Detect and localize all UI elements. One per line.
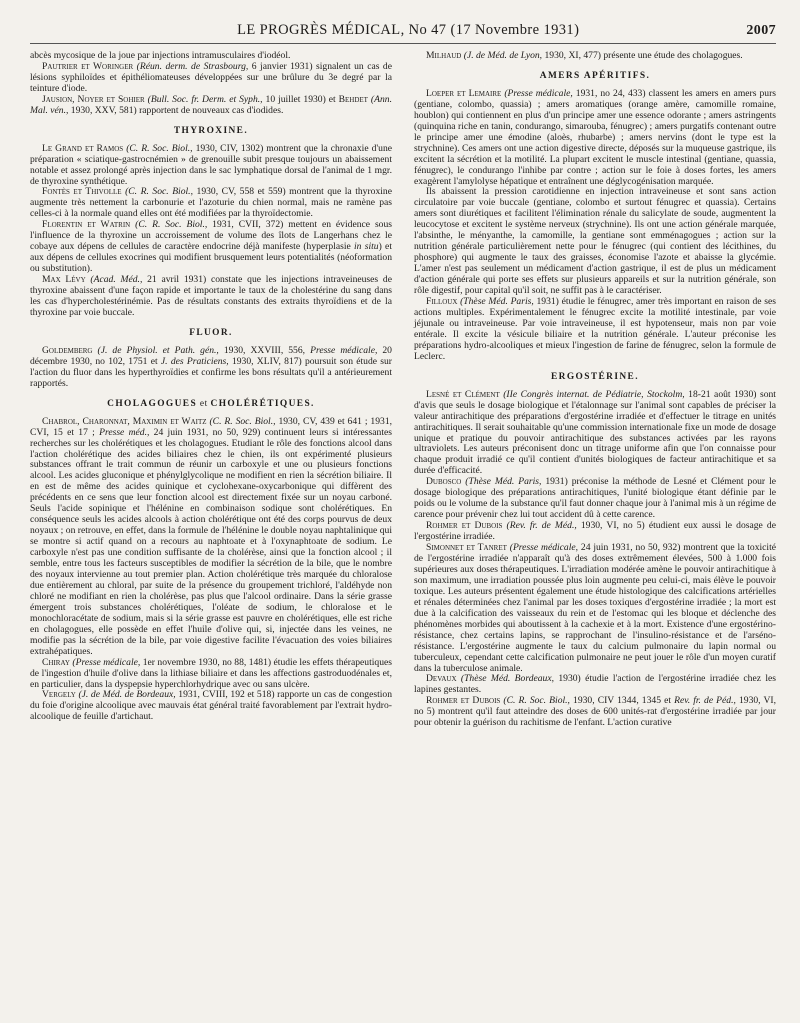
author: Max Lévy [42,274,86,286]
source: (Thèse Méd. Paris, [460,296,534,308]
paragraph [414,477,776,521]
author: Lesné et Clément [426,388,500,400]
paragraph-text: 1930, VI, no 5) étudient eux aussi le dosage de l'ergostérine irradiée. [414,520,776,543]
source: (Thèse Méd. Paris, [465,476,542,488]
author: Pautrier et Woringer [42,60,134,72]
paragraph [30,95,392,117]
paragraph [414,543,776,674]
right-column [414,51,776,729]
source: (Ann. Mal. vén., [30,93,392,116]
source: (Presse médicale, [509,542,579,554]
author: Rohmer et Dubois [426,520,503,532]
paragraph [30,187,392,220]
paragraph-text: 1930, CIV, 1302) montrent que la chronaxie d'une préparation « sciatique-gastrocnémien » de grenouille subit presque toujours un abaissement notable et assez prolongé après injection dans le sac lymphatique dorsal de l'animal de 1 mgr. de thyroxine synthétique. [30,142,392,187]
paragraph-text: 1930, VI, no 5) montrent qu'il faut atteindre des doses de 600 unités-rat d'ergostérine irradiée par jour pour obtenir la guérison du rachitisme de l'enfant. L'action curative [414,695,776,729]
paragraph [30,62,392,95]
paragraph: Ils abaissent la pression carotidienne en injection intraveineuse et sont sans action circulatoire par voie buccale (gentiane, colombo et surtout fénugrec et quassia). Certains amers sont diurétiques et facilitent l'élimination rénale du salicylate de soude, augmentent la leucocytose et excitent le système nerveux (strychnine). Ils ont une action générale marquée, l'absinthe, le ményanthe, la camomille, la gentiane sont emménagogues ; action sur la nutrition générale particulièrement nette pour le fénugrec (qui contient des lécithines, du phosphore) qui augmente le taux des graisses, économise l'azote et abaisse la glycémie. L'amer n'est pas seulement un médicament d'action gastrique, il est de plus un médicament d'action générale qui porte ses effets sur plusieurs appareils et sur la nutrition générale, son rôle digestif, pour capital qu'il soit, ne suffit pas à le caractériser. [414,186,776,297]
source: (J. de Méd. de Bordeaux, [78,689,176,701]
source: (Réun. derm. de Strasbourg, [136,60,249,72]
source: (C. R. Soc. Biol., [209,415,276,427]
emphasis: in situ [354,241,379,253]
paragraph [30,346,392,390]
author: Chabrol, Charonnat, Maximin et Waitz [42,415,207,427]
source: (C. R. Soc. Biol., [135,219,208,231]
source: (C. R. Soc. Biol., [126,142,193,154]
paragraph: abcès mycosique de la joue par injections intramusculaires d'iodéol. [30,50,291,61]
author: Florentin et Watrin [42,219,131,231]
author: Devaux [426,673,457,685]
author: Rohmer et Dubois [426,695,501,707]
paragraph-text: 6 janvier 1931) signalent un cas de lésions syphiloïdes et épithéliomateuses développées sur une brûlure du 3e degré par la teinture d'iode. [30,60,392,94]
heading-conjunction: et [197,398,211,409]
paragraph-text: 1931, no 24, 433) classent les amers en amers purs (gentiane, colombo, quassia) ; amers aromatiques (orange amère, camomille romaine, houblon) qui contiennent en plus d'un principe amer une essence odorante ; amers astringents (quinquina riche en tanin, condurango, simarouba, fénugrec) ; amers purgatifs contenant outre le principe amer une émodine (aloès, rhubarbe) ; amers nervins (dont le type est la strychnine). Ces amers ont une action digestive directe, déposés sur la muqueuse gastrique, ils excitent la sécrétion et la motilité. La plupart excitent le muscle intestinal (gentiane, quassia, fénugrec), le condurango l'inhibe par contre ; action sur le foie à doses fortes, les amers exagèrent l'amylolyse hépatique et entraînent une déglycogénisation marquée. [414,87,776,187]
paragraph-text: 24 juin 1931, no 50, 932) montrent que la toxicité de l'ergostérine irradiée n'apparaît qu'à des doses extrêmement élevées, 500 à 1.000 fois supérieures aux doses thérapeutiques. L'irradiation modérée amène le pouvoir antirachitique à son maximum, une irradiation poussée plus loin augmente peu celui-ci, mais élève le pouvoir toxique. Les auteurs présentent également une étude histologique des calcifications artérielles et rénales déterminées chez l'animal par les doses toxiques d'ergostérine irradiée ; la mort est due à la calcification des vaisseaux du rein et de l'estomac qui les bloque et déclenche des phénomènes morbides qui aboutissent à la cachexie et à la mort. Existence d'une ergostérino-résistance, chez certains lapins, se rapprochant de l'insulino-résistance et de l'arséno-résistance. L'ergostérine augmente le taux du calcium pulmonaire du lapin normal ou tuberculeux, cependant cette calcification pulmonaire ne peut jouer le rôle d'un moyen curatif dans la tuberculose animale. [414,542,777,674]
source: (Presse médicale, [72,656,141,668]
source: J. des Praticiens, [160,355,229,367]
paragraph-text: 1930) étudie l'action de l'ergostérine irradiée chez les lapines gestantes. [414,673,776,696]
paragraph-text: 18-21 août 1930) sont d'avis que seuls le dosage biologique et l'étalonnage sur l'animal sont capables de préciser la valeur antirachitique des préparations d'ergostérine irradiée et d'effectuer le titrage en unités antirachitiques. Il serait souhaitable qu'une commission internationale fixe un mode de dosage unique et pratique du pouvoir antirachitique des substances activées par les rayons ultraviolets. Les auteurs préconisent donc un titrage uniforme afin que l'on connaisse pour chaque produit irradié ce qu'il contient d'unités biologiques de facteur antirachitique et sa durée d'efficacité. [414,388,776,477]
article-columns [30,51,776,729]
source: (J. de Méd. de Lyon, [463,50,543,61]
author: Goldemberg [42,344,93,356]
heading-part: CHOLAGOGUES [107,398,198,409]
source: (Bull. Soc. fr. Derm. et Syph., [147,93,263,105]
left-column [30,51,392,729]
paragraph [30,275,392,319]
paragraph-text: 1931, CVII, 372) mettent en évidence sous l'influence de la thyroxine un accroissement de volume des îlots de Langerhans chez le cobaye aux dépens de cellules de caractère endocrine déjà manifeste (hyperplasie [30,219,393,253]
paragraph-text: 1930, XI, 477) présente une étude des cholagogues. [542,50,743,61]
author: Loeper et Lemaire [426,87,502,99]
paragraph [414,390,776,478]
paragraph [30,220,392,275]
journal-title: LE PROGRÈS MÉDICAL, No 47 (17 Novembre 1931) [237,22,580,38]
source: Presse médicale, [310,344,378,356]
source: (Thèse Méd. Bordeaux, [460,673,554,685]
paragraph-text: 10 juillet 1930) et [262,93,339,105]
source: (Acad. Méd., [90,274,143,286]
source: (Presse médicale, [504,87,573,99]
paragraph-text: 1930, CV, 558 et 559) montrent que la thyroxine augmente très nettement la carbonurie et l'azoturie du chien normal, mais ne ramène pas celles-ci à la normale quand elles ont été modifiées par la thyroïdectomie. [30,186,392,220]
source: (Rev. fr. de Méd., [506,520,577,532]
source: Rev. fr. de Péd., [674,695,736,707]
source: (C. R. Soc. Biol., [125,186,193,198]
source: (C. R. Soc. Biol., [503,695,570,707]
paragraph-text: 24 juin 1931, no 50, 929) continuent leurs si intéressantes recherches sur les cholérétiques et les cholagogues. Etudiant le rôle des fonctions alcool dans l'action cholérétique des acides biliaires chez le chien, ils ont expérimenté plusieurs substances offrant le trait commun de réunir un carboxyle et une ou plusieurs fonctions alcool. Les acides gluconique et phénylglycolique ne modifient en rien la sécrétion biliaire. Il en est de même des acides quinique et cyclohexane-oxycarbonique qui diffèrent des précédents en ce sens que leur fonction alcool est directement fixée sur un noyau carboné. Seuls l'acide sopinique et l'hélénine en combinaison sodique sont cholérétiques. En conséquence seuls les acides alcools à action cholérétique ont été des corps pourvus de deux noyaux ; on retrouve, en effet, dans la formule de l'hélénine le double noyau naphtalinique qui se montre si actif quand on a recours au naphtoate et à l'oxynaphtoate de sodium. Le carboxyle n'est pas une condition suffisante de la cholérèse, ainsi que la fonction alcool ; il semble, entre tous les facteurs susceptibles de modifier la sécrétion de la bile, que le nombre des noyaux intervienne au tout premier plan. Action cholérétique très marquée du chloralose due entièrement au chloral, par suite de la présence du groupement trichloré, l'aldéhyde non chloré ne modifiant en rien la cholérèse, pas plus que l'alcool ordinaire. Dans la série grasse émergent trois substances cholérétiques, l'oléate de sodium, le chloralose et le monochloracétate de sodium, mais si la série grasse est pauvre en cholérétiques, elle est riche en cholagogues, elle possède en effet l'huile d'olive qui, si, injectée dans les veines, ne modifie pas la sécrétion de la bile, par voie digestive facilite l'évacuation des voies biliaires extrahépatiques. [30,426,392,657]
paragraph-text: ) et aux dépens de cellules exocrines qui modifient brusquement leurs potentialités (néoformation ou substitution). [30,241,392,275]
paragraph [414,521,776,543]
paragraph-text: 1931) préconise la méthode de Lesné et Clément pour le dosage biologique des préparations antirachitiques, l'unité biologique étant définie par le poids ou le volume de la substance qu'il faut donner chaque jour à l'animal mis à un régime de carence pour prévenir chez lui tout accident dû à cette carence. [414,476,776,521]
paragraph [414,89,776,188]
author: Simonnet et Tanret [426,542,507,554]
paragraph [414,297,776,363]
page-number: 2007 [746,23,776,38]
author: Fontès et Thivolle [42,186,122,198]
source: (IIe Congrès internat. de Pédiatrie, Stockolm, [503,388,685,400]
paragraph-text: 21 avril 1931) constate que les injections intraveineuses de thyroxine abaissent d'une façon rapide et importante le taux de la cholestérine du sang dans les cas d'hypercholestérinémie. Pas de résultats constants des extraits thyroïdiens et de la thyroxine par voie buccale. [30,274,392,318]
section-heading-cholagogues [30,399,392,410]
paragraph [414,674,776,696]
paragraph [30,658,392,691]
source: Presse méd., [99,426,150,438]
paragraph-text: 1930, XXV, 581) rapportent de nouveaux cas d'iodides. [68,104,284,116]
author: Chiray [42,656,70,668]
paragraph-text: 20 décembre 1930, no 102, 1751 et [30,344,392,367]
author: Vergely [42,689,76,701]
section-heading-ergosterine: ERGOSTÉRINE. [551,371,639,382]
heading-part: CHOLÉRÉTIQUES. [210,398,315,409]
paragraph [414,696,776,729]
author: Jausion, Noyer et Sohier [42,93,145,105]
paragraph [30,417,392,658]
paragraph-text: 1931, CVIII, 192 et 518) rapporte un cas de congestion du foie d'origine alcoolique avec mauvais état général traité favorablement par l'extrait hydro-alcoolique de feuille d'artichaut. [30,689,393,723]
source: (J. de Physiol. et Path. gén., [97,344,219,356]
paragraph-text: 1930, XXVIII, 556, [218,344,311,356]
paragraph [414,51,776,62]
paragraph-text: 1er novembre 1930, no 88, 1481) étudie les effets thérapeutiques de l'ingestion d'huile d'olive dans la lithiase biliaire et dans les affections gastroduodénales et, en particulier, dans la dyspepsie hyperchlorhydrique avec ou sans ulcère. [30,656,393,690]
section-heading-thyroxine: THYROXINE. [173,125,249,136]
author: Filloux [426,296,458,308]
paragraph-text: 1930, CV, 439 et 641 ; 1931, CVI, 15 et 17 ; [30,415,393,438]
author: Le Grand et Ramos [42,142,124,154]
paragraph-text: 1931) étudie le fénugrec, amer très important en raison de ses actions multiples. Expérimentalement le fénugrec excite la motilité intestinale, par voie jéjunale ou intraveineuse. Par voie intraveineuse, il est hypotenseur, mais non par voie entérale. Il excite la vésicule biliaire et la nutrition générale. L'auteur préconise les préparations hydro-alcooliques et mieux l'ingestion de farine de fénugrec, selon la formule de Leclerc. [414,296,776,362]
paragraph [30,144,392,188]
paragraph-text: 1930, CIV 1344, 1345 et [569,695,675,707]
section-heading-fluor: FLUOR. [189,327,233,338]
author: Dubosco [426,476,462,488]
author: Milhaud [426,50,462,61]
running-header [30,0,776,44]
paragraph-text: 1930, XLIV, 817) poursuit son étude sur l'action du fluor dans les hyperthyroïdies et confirme les bons résultats qu'il a antérieurement rapportés. [30,355,393,389]
paragraph [30,690,392,723]
author: Behdet [338,93,368,105]
section-heading-amers: AMERS APÉRITIFS. [539,70,651,81]
